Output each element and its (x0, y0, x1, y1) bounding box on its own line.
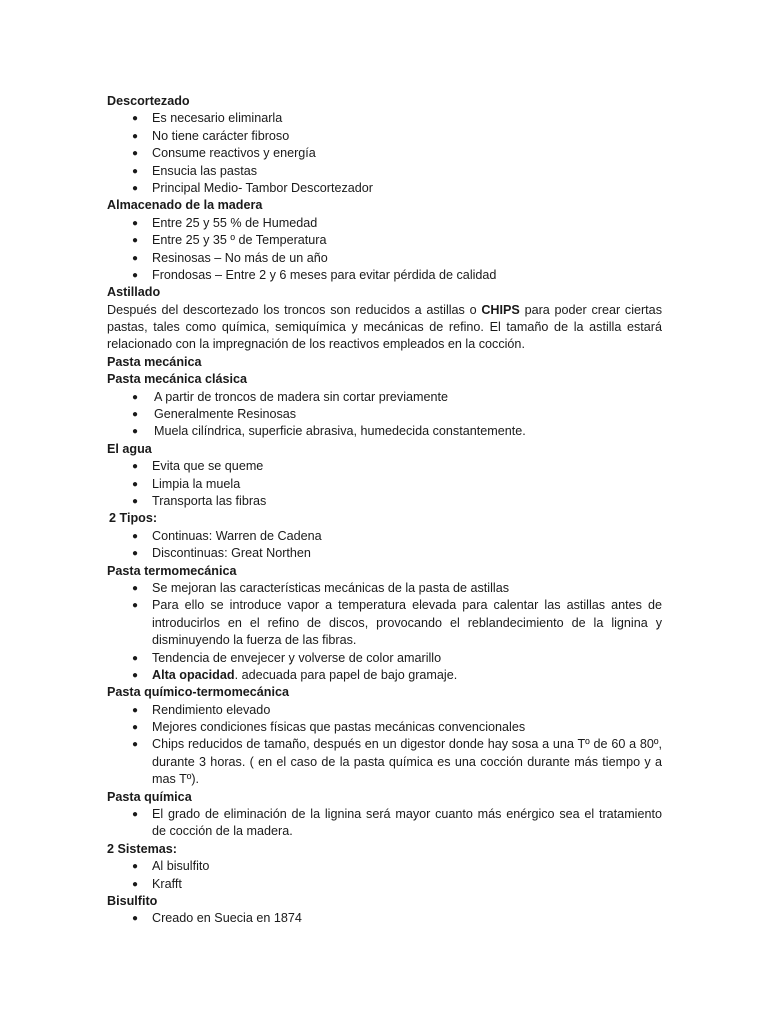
list-item: ● Transporta las fibras (107, 493, 662, 510)
heading-almacenado: Almacenado de la madera (107, 198, 263, 213)
bullet-icon: ● (132, 548, 139, 560)
heading-pasta-quimica: Pasta química (107, 789, 192, 804)
list-item: ● Frondosas – Entre 2 y 6 meses para evitar pérdida de calidad (107, 267, 662, 284)
heading-pasta-termomecanica: Pasta termomecánica (107, 563, 237, 578)
heading-2-tipos: 2 Tipos: (109, 511, 158, 526)
list-item: ● No tiene carácter fibroso (107, 128, 662, 145)
bullet-icon: ● (132, 704, 139, 716)
list-item: ● Entre 25 y 55 % de Humedad (107, 215, 662, 232)
list-item: ● Chips reducidos de tamaño, después en un digestor donde hay sosa a una Tº de 60 a 80º, durante 3 horas. ( en el caso de la pasta química es una cocción durante más tiempo y a mas Tº). (132, 737, 662, 787)
bullet-icon: ● (132, 130, 139, 142)
list-item: ● Creado en Suecia en 1874 (107, 910, 662, 927)
bullet-icon: ● (132, 426, 139, 438)
heading-2-sistemas: 2 Sistemas: (107, 841, 178, 856)
bullet-icon: ● (132, 913, 139, 925)
list-item: ● Se mejoran las características mecánicas de la pasta de astillas (107, 580, 662, 597)
heading-astillado: Astillado (107, 285, 161, 300)
heading-bisulfito: Bisulfito (107, 893, 158, 908)
bullet-icon: ● (132, 391, 139, 403)
list-item: ● Continuas: Warren de Cadena (107, 528, 662, 545)
list-item: ● Entre 25 y 35 º de Temperatura (107, 232, 662, 249)
bullet-icon: ● (132, 217, 139, 229)
list-item: ● El grado de eliminación de la lignina será mayor cuanto más enérgico sea el tratamiento de cocción de la madera. (132, 807, 662, 839)
list-item: ● Evita que se queme (107, 458, 662, 475)
list-item: ● Muela cilíndrica, superficie abrasiva, humedecida constantemente. (107, 423, 662, 440)
bullet-icon: ● (132, 878, 139, 890)
bullet-icon: ● (132, 165, 139, 177)
bullet-icon: ● (132, 530, 139, 542)
bullet-icon: ● (132, 461, 139, 473)
list-item: ● Ensucia las pastas (107, 163, 662, 180)
bullet-icon: ● (132, 652, 139, 664)
bullet-icon: ● (132, 582, 139, 594)
bullet-icon: ● (132, 235, 139, 247)
list-item: ● Krafft (107, 876, 662, 893)
bullet-icon: ● (132, 148, 139, 160)
list-item: ● Al bisulfito (107, 858, 662, 875)
bullet-icon: ● (132, 409, 139, 421)
list-item: ● Discontinuas: Great Northen (107, 545, 662, 562)
bullet-icon: ● (132, 722, 139, 734)
bullet-icon: ● (132, 478, 139, 490)
list-item: ● Consume reactivos y energía (107, 145, 662, 162)
bullet-icon: ● (132, 182, 139, 194)
list-item: ● Resinosas – No más de un año (107, 250, 662, 267)
list-item: ● Alta opacidad. adecuada para papel de bajo gramaje. (107, 667, 662, 684)
bullet-icon: ● (132, 669, 139, 681)
bullet-icon: ● (132, 495, 139, 507)
list-item: ● Limpia la muela (107, 476, 662, 493)
bullet-icon: ● (132, 252, 139, 264)
list-item: ● Generalmente Resinosas (107, 406, 662, 423)
list-item: ● A partir de troncos de madera sin cortar previamente (107, 389, 662, 406)
bullet-icon: ● (132, 861, 139, 873)
bullet-icon: ● (132, 809, 139, 821)
list-item: ● Mejores condiciones físicas que pastas mecánicas convencionales (107, 719, 662, 736)
bullet-icon: ● (132, 600, 139, 612)
list-item: ● Tendencia de envejecer y volverse de color amarillo (107, 650, 662, 667)
document-body (107, 93, 662, 928)
list-item: ● Principal Medio- Tambor Descortezador (107, 180, 662, 197)
list-item: ● Para ello se introduce vapor a temperatura elevada para calentar las astillas antes de introducirlos en el refino de discos, provocando el reblandecimiento de la lignina y disminuyendo la fuerza de las fibras. (132, 598, 662, 648)
bullet-icon: ● (132, 113, 139, 125)
paragraph-astillado: Después del descortezado los troncos son reducidos a astillas o CHIPS para poder crear ciertas pastas, tales como química, semiquímica y mecánicas de refino. El tamaño de la astilla estará relacionado con la impregnación de los reactivos empleados en la cocción. (107, 302, 662, 352)
list-item: ● Es necesario eliminarla (107, 110, 662, 127)
heading-pasta-quimico-termomecanica: Pasta químico-termomecánica (107, 685, 289, 700)
bullet-icon: ● (132, 739, 139, 751)
list-item: ● Rendimiento elevado (107, 702, 662, 719)
heading-el-agua: El agua (107, 441, 152, 456)
heading-pasta-mecanica: Pasta mecánica (107, 354, 202, 369)
bullet-icon: ● (132, 269, 139, 281)
heading-descortezado: Descortezado (107, 94, 190, 108)
heading-pasta-mecanica-clasica: Pasta mecánica clásica (107, 372, 248, 387)
